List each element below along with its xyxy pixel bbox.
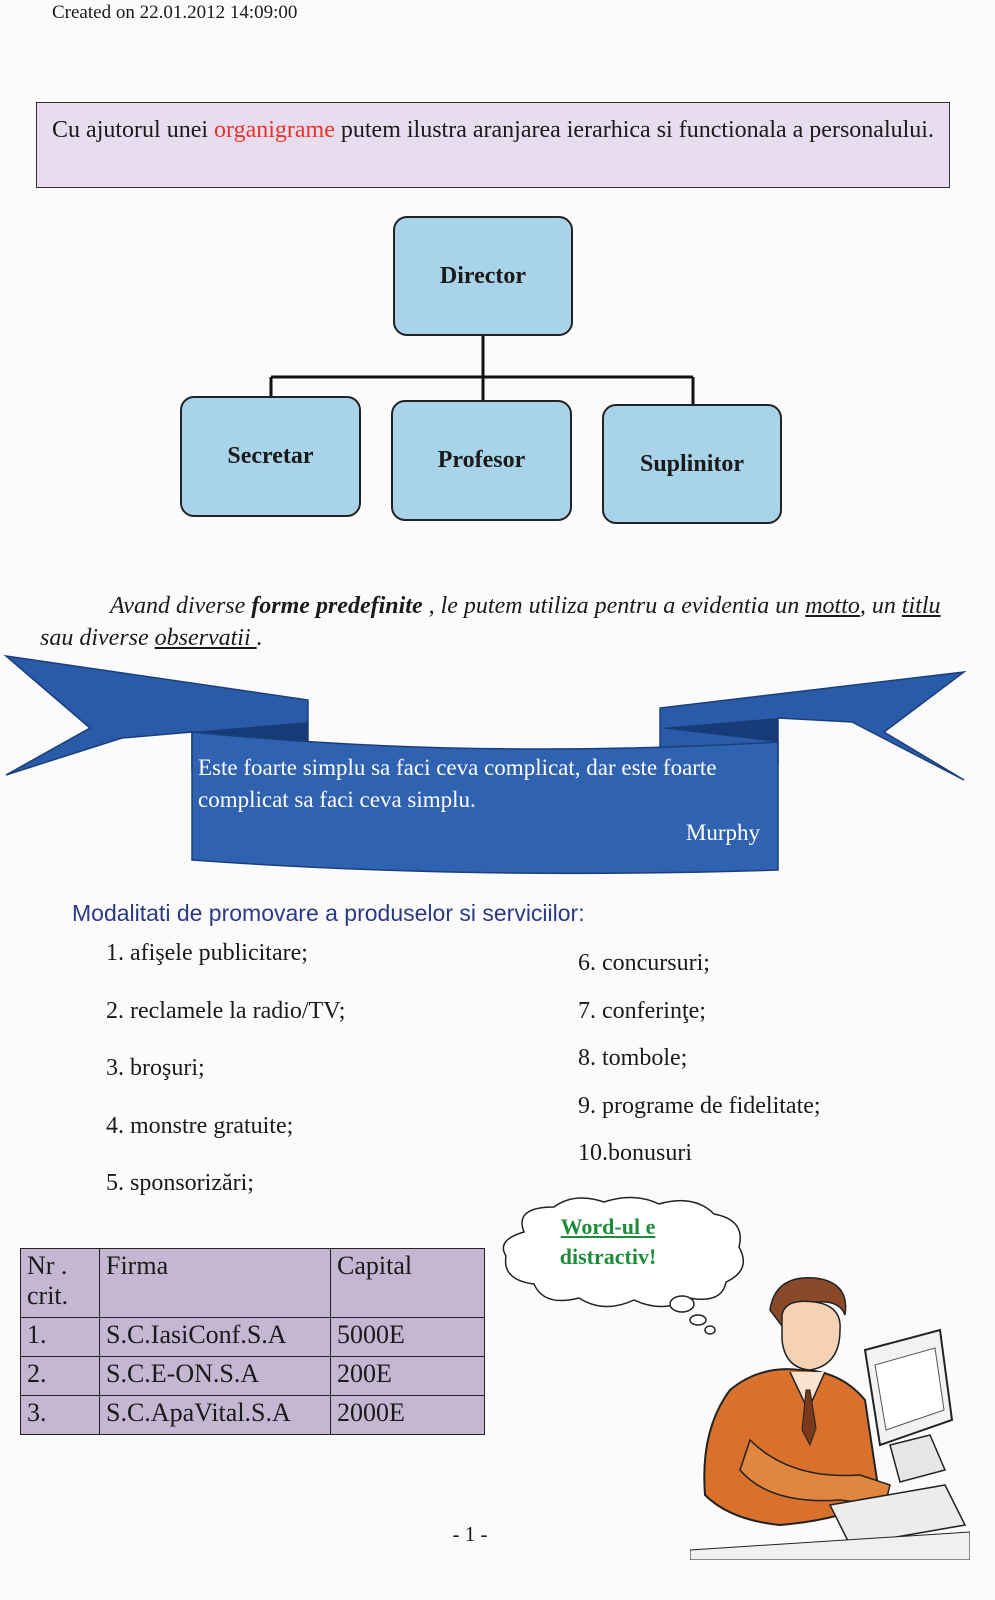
table-cell: 3. xyxy=(21,1396,100,1435)
table-header-nr: Nr . crit. xyxy=(21,1249,100,1318)
created-timestamp: Created on 22.01.2012 14:09:00 xyxy=(52,2,298,23)
shapes-text-part5: . xyxy=(256,625,263,651)
promo-item: 3. broşuri; xyxy=(106,1055,205,1081)
table-cell: 5000E xyxy=(331,1318,485,1357)
promo-item: 5. sponsorizări; xyxy=(106,1170,254,1196)
intro-text-after: putem ilustra aranjarea ierarhica si functionala a personalului. xyxy=(334,117,934,143)
bubble-text xyxy=(528,1212,688,1272)
table-header-capital: Capital xyxy=(331,1249,485,1318)
table-row xyxy=(21,1396,485,1435)
table-cell: S.C.E-ON.S.A xyxy=(100,1357,331,1396)
promo-item: 2. reclamele la radio/TV; xyxy=(106,998,346,1024)
shapes-text-part1: Avand diverse xyxy=(110,593,252,619)
shapes-text-part2: , le putem utiliza pentru a evidentia un xyxy=(422,593,806,619)
table-row xyxy=(21,1318,485,1357)
intro-text-before: Cu ajutorul unei xyxy=(52,117,215,143)
table-cell: 1. xyxy=(21,1318,100,1357)
promo-heading: Modalitati de promovare a produselor si serviciilor: xyxy=(72,900,585,926)
table-cell: 2. xyxy=(21,1357,100,1396)
table-cell: 200E xyxy=(331,1357,485,1396)
promo-item: 10.bonusuri xyxy=(578,1140,692,1166)
shapes-text-titlu: titlu xyxy=(901,593,941,619)
promo-item: 9. programe de fidelitate; xyxy=(578,1093,821,1119)
bubble-line1: Word-ul e xyxy=(560,1214,656,1239)
shapes-text-part4: sau diverse xyxy=(40,625,155,651)
org-box-director: Director xyxy=(393,216,573,336)
man-at-computer-icon xyxy=(690,1270,970,1560)
shapes-paragraph xyxy=(40,590,960,654)
shapes-text-bold: forme predefinite xyxy=(251,593,423,619)
org-box-profesor: Profesor xyxy=(391,400,572,521)
quote-author: Murphy xyxy=(685,820,760,845)
promo-item: 6. concursuri; xyxy=(578,950,710,976)
table-cell: S.C.IasiConf.S.A xyxy=(100,1318,331,1357)
shapes-text-observatii: observatii xyxy=(154,625,257,651)
table-header-firma: Firma xyxy=(100,1249,331,1318)
page-number: - 1 - xyxy=(452,1522,488,1546)
table-header-row xyxy=(21,1249,485,1318)
shapes-text-motto: motto xyxy=(805,593,860,619)
table-row xyxy=(21,1357,485,1396)
org-box-secretar: Secretar xyxy=(180,396,361,517)
promo-item: 4. monstre gratuite; xyxy=(106,1113,294,1139)
promo-item: 1. afişele publicitare; xyxy=(106,940,308,966)
shapes-text-part3: , un xyxy=(859,593,902,619)
org-box-suplinitor: Suplinitor xyxy=(602,404,782,524)
promo-item: 8. tombole; xyxy=(578,1045,688,1071)
quote-text: Este foarte simplu sa faci ceva complicat, dar este foarte complicat sa faci ceva simplu. xyxy=(198,755,717,812)
intro-highlight: organigrame xyxy=(214,117,335,143)
table-cell: S.C.ApaVital.S.A xyxy=(100,1396,331,1435)
table-cell: 2000E xyxy=(331,1396,485,1435)
firms-table xyxy=(20,1248,485,1435)
bubble-line2: distractiv! xyxy=(559,1244,657,1269)
promo-item: 7. conferinţe; xyxy=(578,998,706,1024)
